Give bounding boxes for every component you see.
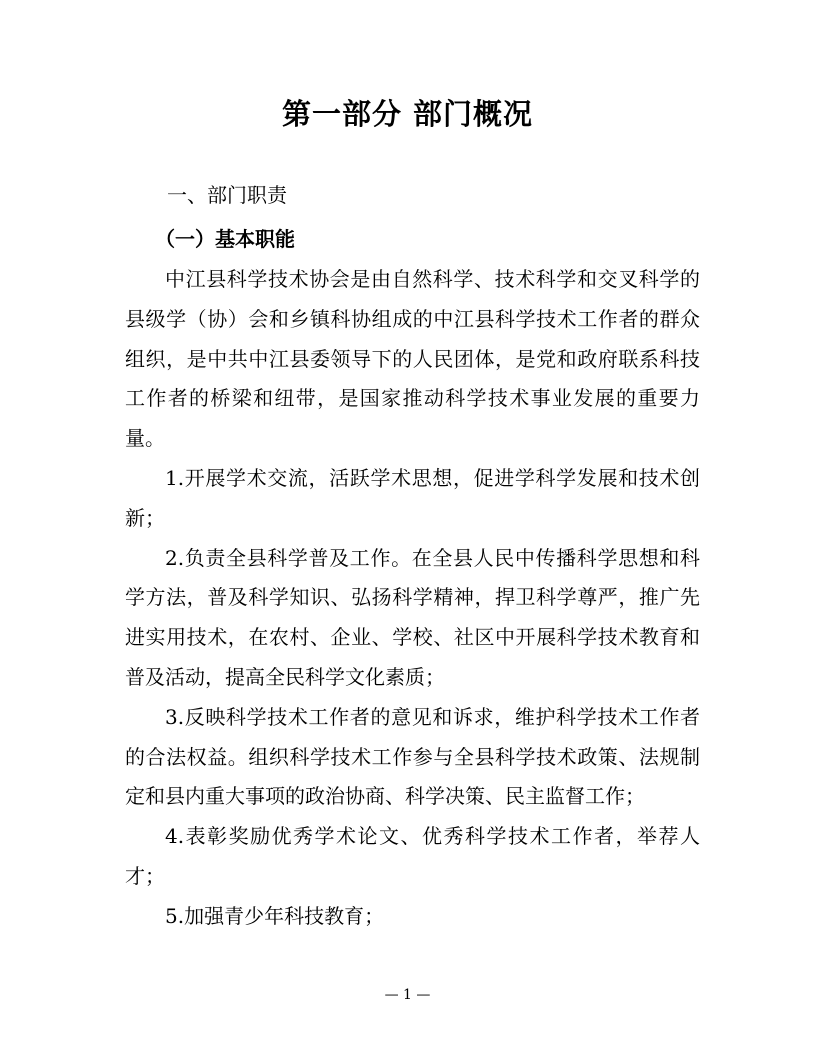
- paragraph-item-4: 4.表彰奖励优秀学术论文、优秀科学技术工作者，举荐人才；: [125, 824, 700, 888]
- paragraph-item-1: 1.开展学术交流，活跃学术思想，促进学科学发展和技术创新；: [125, 465, 700, 530]
- subsection-heading: （一）基本职能: [155, 227, 295, 251]
- section-heading: 一、部门职责: [167, 183, 287, 207]
- paragraph-item-5: 5.加强青少年科技教育；: [165, 903, 385, 928]
- paragraph-intro: 中江县科学技术协会是由自然科学、技术科学和交叉科学的县级学（协）会和乡镇科协组成的中江县科学技术工作者的群众组织，是中共中江县委领导下的人民团体，是党和政府联系科技工作者的桥梁和纽带，是国家推动科学技术事业发展的重要力量。: [125, 267, 700, 451]
- paragraph-item-2: 2.负责全县科学普及工作。在全县人民中传播科学思想和科学方法，普及科学知识、弘扬科学精神，捍卫科学尊严，推广先进实用技术，在农村、企业、学校、社区中开展科学技术教育和普及活动，提高全民科学文化素质；: [125, 545, 700, 689]
- paragraph-item-3: 3.反映科学技术工作者的意见和诉求，维护科学技术工作者的合法权益。组织科学技术工作参与全县科学技术政策、法规制定和县内重大事项的政治协商、科学决策、民主监督工作；: [125, 704, 700, 809]
- page-title: 第一部分 部门概况: [281, 97, 534, 131]
- page-number: — 1 —: [384, 987, 431, 1003]
- document-body: [125, 260, 700, 937]
